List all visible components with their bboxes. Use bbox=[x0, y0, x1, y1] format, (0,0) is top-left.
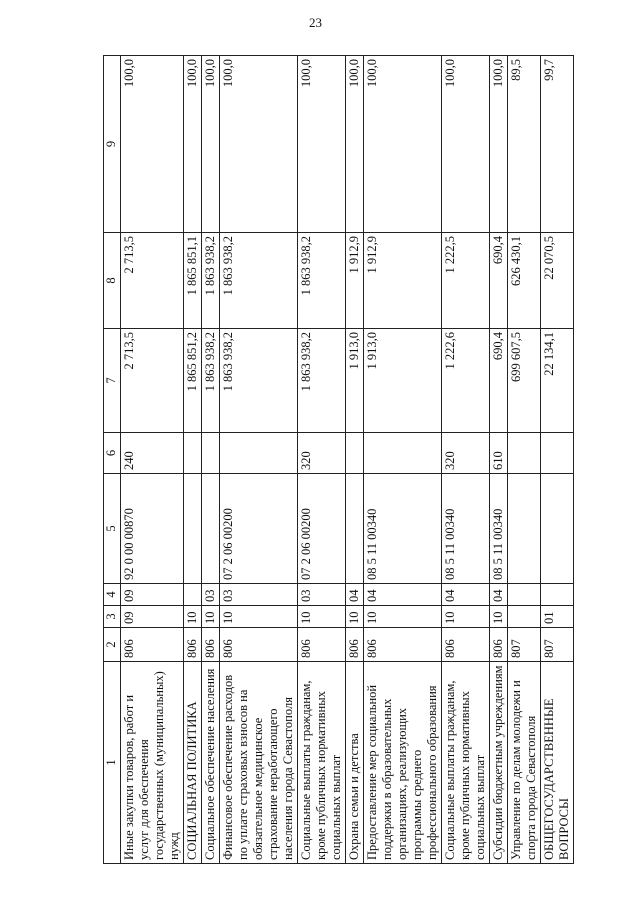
table-cell: 10 bbox=[364, 606, 442, 628]
column-header: 6 bbox=[104, 433, 121, 474]
table-cell: 1 222,5 bbox=[442, 233, 490, 329]
table-cell: 100,0 bbox=[121, 56, 184, 233]
table-cell: 10 bbox=[346, 606, 364, 628]
table-cell: 100,0 bbox=[364, 56, 442, 233]
table-cell bbox=[220, 433, 298, 474]
table-cell: 10 bbox=[184, 606, 202, 628]
table-cell bbox=[364, 433, 442, 474]
table-header-row bbox=[104, 56, 121, 864]
table-cell bbox=[541, 474, 574, 584]
table-cell bbox=[541, 584, 574, 606]
budget-table bbox=[103, 55, 574, 864]
table-row bbox=[184, 56, 202, 864]
table-cell: 07 2 06 00200 bbox=[220, 474, 298, 584]
table-cell bbox=[508, 433, 541, 474]
table-cell: 04 bbox=[490, 584, 508, 606]
table-cell: 89,5 bbox=[508, 56, 541, 233]
table-cell bbox=[202, 474, 220, 584]
table-row bbox=[541, 56, 574, 864]
table-cell: 806 bbox=[346, 628, 364, 662]
table-row bbox=[220, 56, 298, 864]
table-row bbox=[364, 56, 442, 864]
table-cell: 10 bbox=[442, 606, 490, 628]
table-cell: 22 070,5 bbox=[541, 233, 574, 329]
table-cell: 09 bbox=[121, 606, 184, 628]
table-cell: 2 713,5 bbox=[121, 329, 184, 433]
table-cell: 99,7 bbox=[541, 56, 574, 233]
table-cell bbox=[541, 433, 574, 474]
table-cell: 100,0 bbox=[346, 56, 364, 233]
table-cell: 806 bbox=[220, 628, 298, 662]
table-row bbox=[202, 56, 220, 864]
table-cell: 92 0 00 00870 bbox=[121, 474, 184, 584]
page-number: 23 bbox=[309, 15, 322, 30]
table-cell: 806 bbox=[298, 628, 346, 662]
table-cell: 1 863 938,2 bbox=[298, 329, 346, 433]
table-cell: Предоставление мер социальной поддержки в образовательных организациях, реализующих программы среднего профессионального образования bbox=[364, 662, 442, 864]
table-cell: 1 913,0 bbox=[346, 329, 364, 433]
table-cell: 100,0 bbox=[442, 56, 490, 233]
table-cell: 04 bbox=[346, 584, 364, 606]
column-header: 4 bbox=[104, 584, 121, 606]
table-cell: 22 134,1 bbox=[541, 329, 574, 433]
table-cell: 807 bbox=[541, 628, 574, 662]
table-cell: 1 865 851,2 bbox=[184, 329, 202, 433]
table-cell bbox=[184, 474, 202, 584]
table-cell: 320 bbox=[442, 433, 490, 474]
column-header: 1 bbox=[104, 662, 121, 864]
table-cell: 100,0 bbox=[184, 56, 202, 233]
table-cell: 806 bbox=[364, 628, 442, 662]
table-cell: 1 912,9 bbox=[364, 233, 442, 329]
rotated-table-container bbox=[103, 56, 571, 864]
column-header: 7 bbox=[104, 329, 121, 433]
table-cell: 1 863 938,2 bbox=[220, 329, 298, 433]
table-cell bbox=[202, 433, 220, 474]
table-cell: Социальные выплаты гражданам, кроме публичных нормативных социальных выплат bbox=[298, 662, 346, 864]
table-cell: 01 bbox=[541, 606, 574, 628]
table-cell: 320 bbox=[298, 433, 346, 474]
table-cell: 04 bbox=[364, 584, 442, 606]
column-header: 8 bbox=[104, 233, 121, 329]
table-cell: 03 bbox=[202, 584, 220, 606]
table-cell: 240 bbox=[121, 433, 184, 474]
table-cell bbox=[184, 584, 202, 606]
table-cell: СОЦИАЛЬНАЯ ПОЛИТИКА bbox=[184, 662, 202, 864]
rotated-table-frame bbox=[103, 56, 571, 864]
table-cell: 690,4 bbox=[490, 233, 508, 329]
table-cell: 10 bbox=[220, 606, 298, 628]
table-cell: Субсидии бюджетным учреждениям bbox=[490, 662, 508, 864]
table-row bbox=[508, 56, 541, 864]
table-cell: 690,4 bbox=[490, 329, 508, 433]
table-cell: 1 863 938,2 bbox=[202, 233, 220, 329]
table-cell: 100,0 bbox=[298, 56, 346, 233]
table-cell: 1 222,6 bbox=[442, 329, 490, 433]
table-row bbox=[346, 56, 364, 864]
table-cell: 1 912,9 bbox=[346, 233, 364, 329]
table-cell: 100,0 bbox=[490, 56, 508, 233]
table-cell: ОБЩЕГОСУДАРСТВЕННЫЕ ВОПРОСЫ bbox=[541, 662, 574, 864]
table-cell: 1 863 938,2 bbox=[202, 329, 220, 433]
table-cell: 100,0 bbox=[220, 56, 298, 233]
table-cell: 2 713,5 bbox=[121, 233, 184, 329]
table-cell: 806 bbox=[490, 628, 508, 662]
column-header: 3 bbox=[104, 606, 121, 628]
table-row bbox=[121, 56, 184, 864]
column-header: 2 bbox=[104, 628, 121, 662]
table-cell: 806 bbox=[442, 628, 490, 662]
table-cell: 626 430,1 bbox=[508, 233, 541, 329]
table-cell: 1 863 938,2 bbox=[298, 233, 346, 329]
table-cell: 699 607,5 bbox=[508, 329, 541, 433]
table-cell: 09 bbox=[121, 584, 184, 606]
table-cell bbox=[508, 606, 541, 628]
table-cell: 100,0 bbox=[202, 56, 220, 233]
table-cell: 806 bbox=[202, 628, 220, 662]
table-cell: 08 5 11 00340 bbox=[490, 474, 508, 584]
table-cell: 807 bbox=[508, 628, 541, 662]
table-cell bbox=[508, 584, 541, 606]
table-cell: Управление по делам молодежи и спорта города Севастополя bbox=[508, 662, 541, 864]
table-cell bbox=[346, 474, 364, 584]
table-cell: 08 5 11 00340 bbox=[442, 474, 490, 584]
column-header: 5 bbox=[104, 474, 121, 584]
table-cell: Иные закупки товаров, работ и услуг для обеспечения государственных (муниципальных) нужд bbox=[121, 662, 184, 864]
table-row bbox=[490, 56, 508, 864]
table-cell: 07 2 06 00200 bbox=[298, 474, 346, 584]
table-cell: 10 bbox=[298, 606, 346, 628]
table-cell: 04 bbox=[442, 584, 490, 606]
table-row bbox=[442, 56, 490, 864]
table-cell: 03 bbox=[220, 584, 298, 606]
table-cell: 806 bbox=[184, 628, 202, 662]
table-cell: 1 863 938,2 bbox=[220, 233, 298, 329]
table-cell bbox=[346, 433, 364, 474]
table-cell: Охрана семьи и детства bbox=[346, 662, 364, 864]
table-cell: Финансовое обеспечение расходов по уплате страховых взносов на обязательное медицинское страхование неработающего населения города Севастополя bbox=[220, 662, 298, 864]
table-cell: 806 bbox=[121, 628, 184, 662]
table-cell: 10 bbox=[490, 606, 508, 628]
table-cell: 03 bbox=[298, 584, 346, 606]
table-cell: 1 913,0 bbox=[364, 329, 442, 433]
table-row bbox=[298, 56, 346, 864]
table-cell: 610 bbox=[490, 433, 508, 474]
table-cell: 08 5 11 00340 bbox=[364, 474, 442, 584]
table-cell bbox=[508, 474, 541, 584]
table-cell: 10 bbox=[202, 606, 220, 628]
table-cell: Социальное обеспечение населения bbox=[202, 662, 220, 864]
table-cell: 1 865 851,1 bbox=[184, 233, 202, 329]
table-cell: Социальные выплаты гражданам, кроме публичных нормативных социальных выплат bbox=[442, 662, 490, 864]
table-cell bbox=[184, 433, 202, 474]
column-header: 9 bbox=[104, 56, 121, 233]
